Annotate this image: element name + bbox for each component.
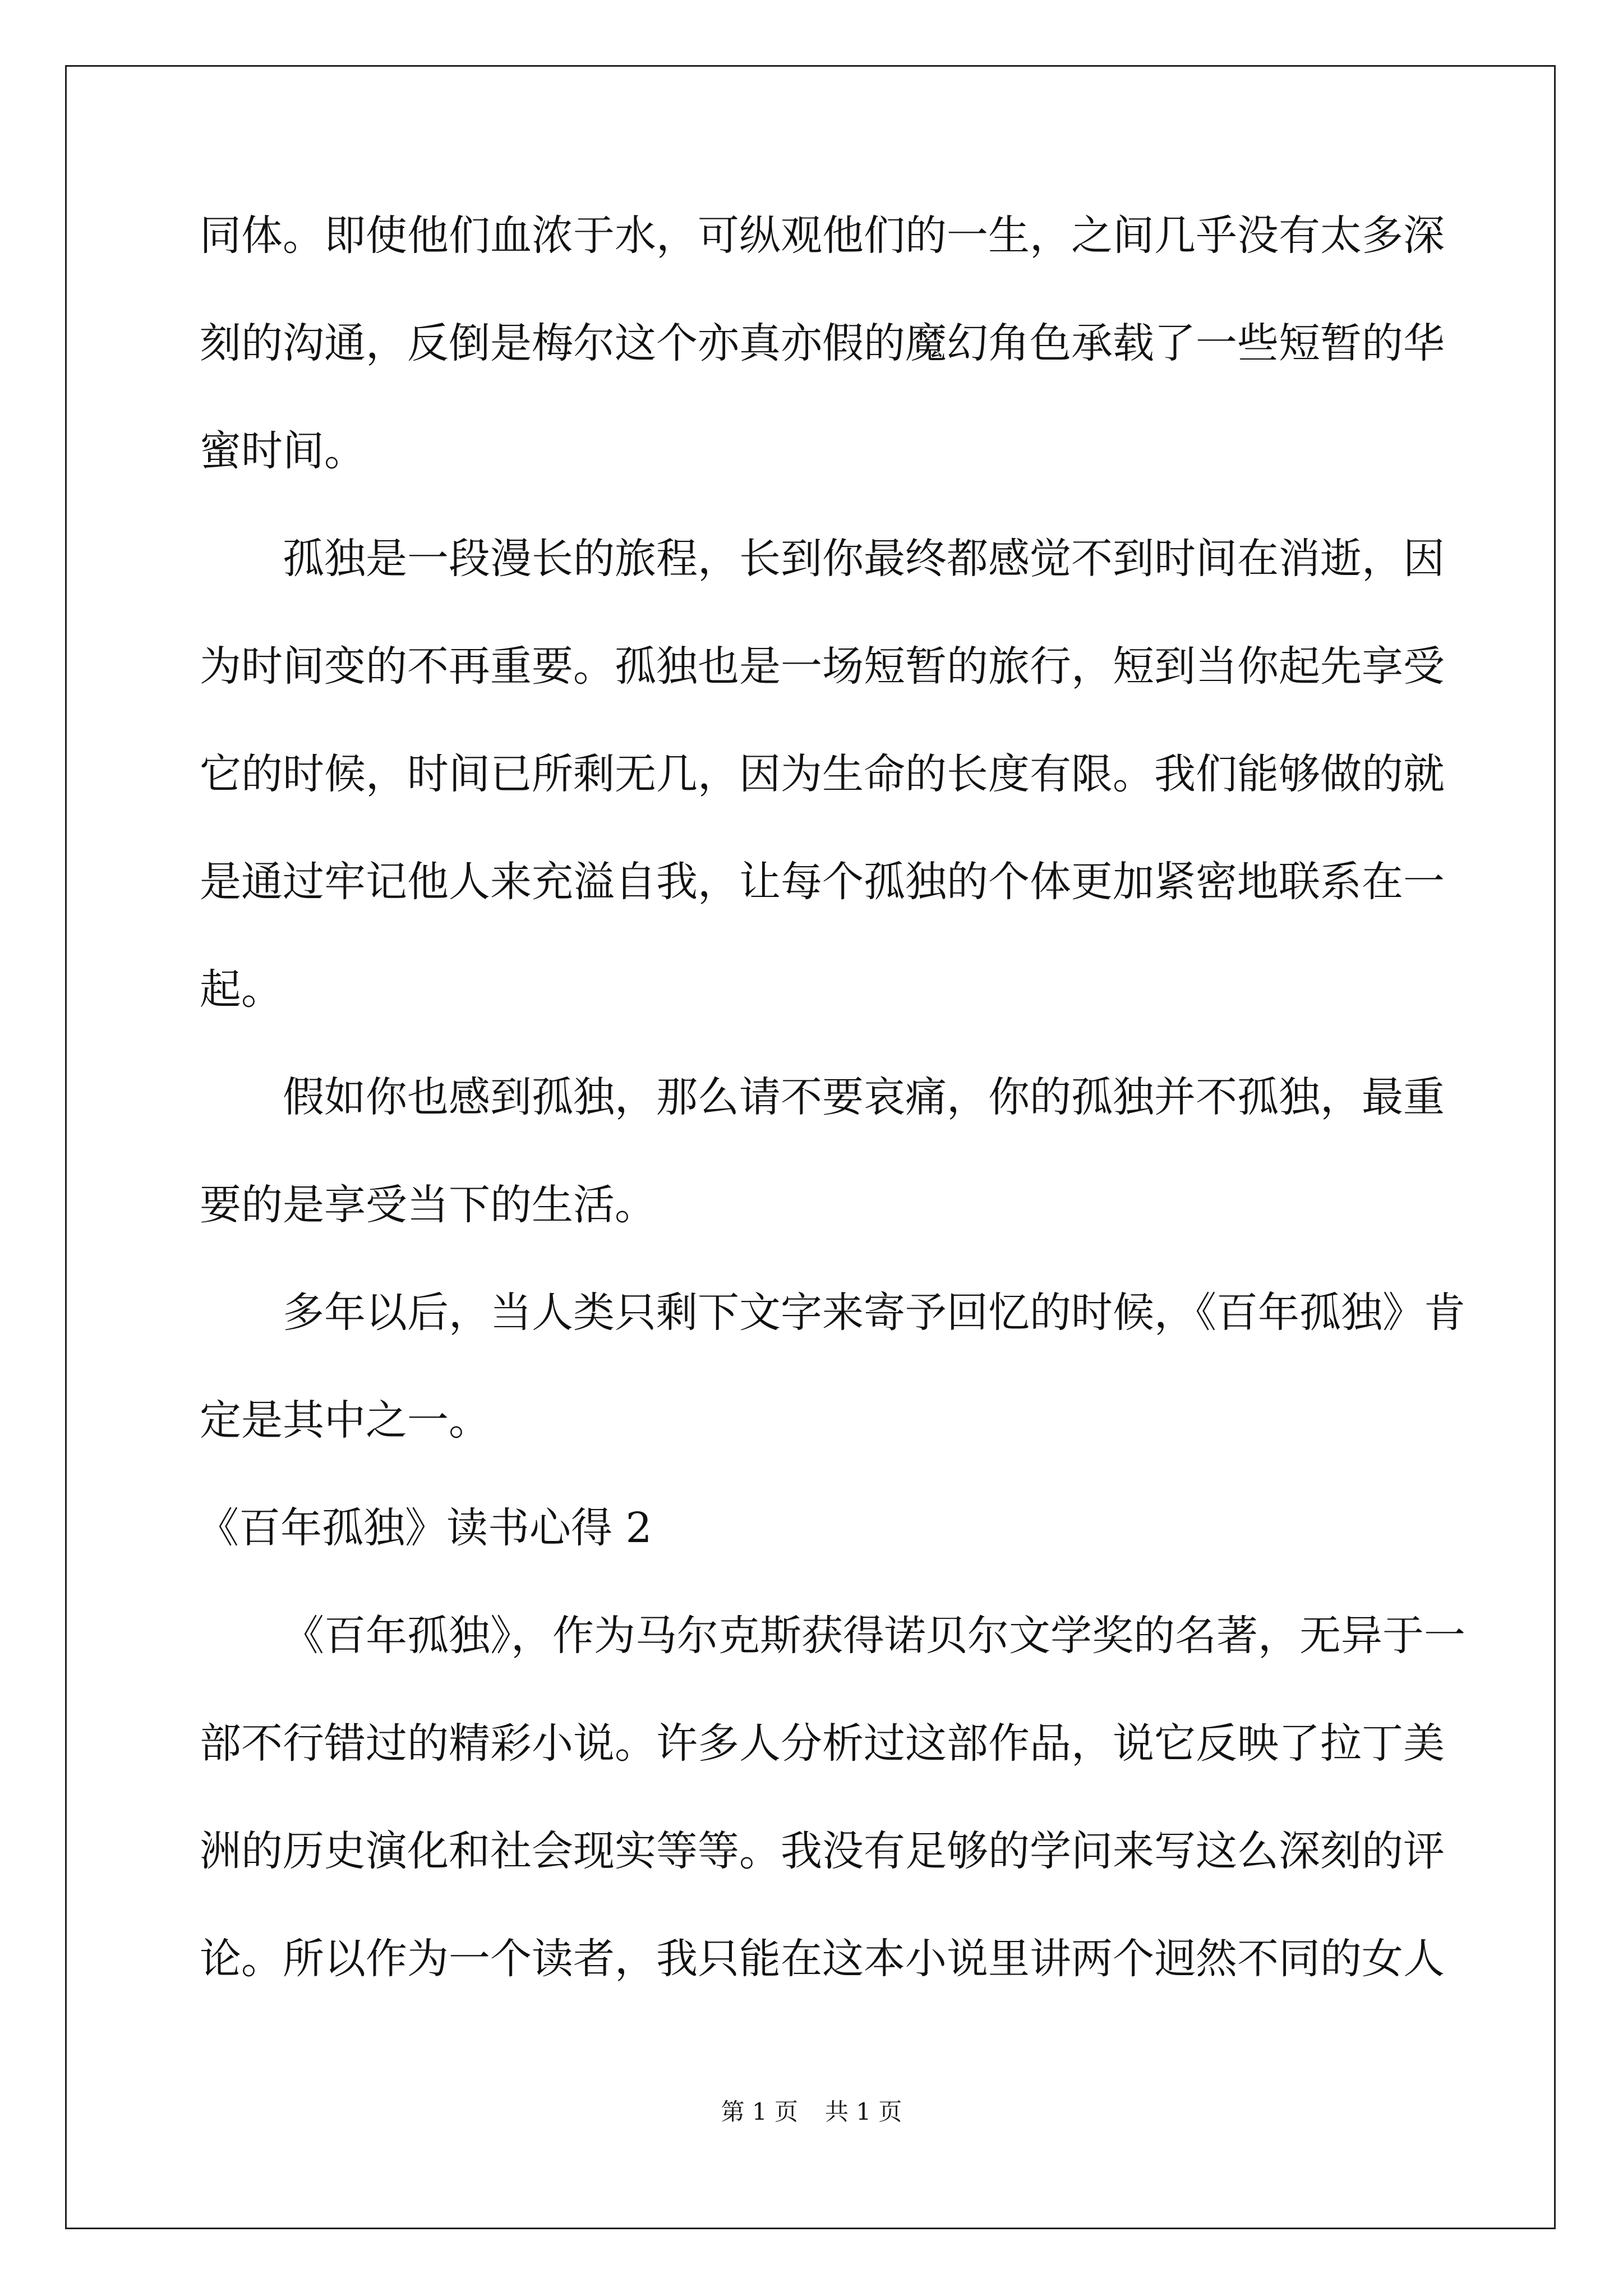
paragraph-line-16: 论。所以作为一个读者，我只能在这本小说里讲两个迥然不同的女人	[200, 1935, 1445, 1983]
paragraph-line-13: 《百年孤独》，作为马尔克斯获得诺贝尔文学奖的名著，无异于一	[283, 1612, 1465, 1660]
paragraph-line-1: 同体。即使他们血浓于水，可纵观他们的一生，之间几乎没有太多深	[200, 211, 1445, 260]
page-border	[65, 65, 1556, 2229]
page-number: 第 1 页	[721, 2098, 798, 2125]
paragraph-line-11: 多年以后，当人类只剩下文字来寄予回忆的时候，《百年孤独》肯	[283, 1289, 1465, 1337]
paragraph-line-6: 它的时候，时间已所剩无几，因为生命的长度有限。我们能够做的就	[200, 750, 1445, 798]
page-total: 共 1 页	[825, 2098, 902, 2125]
paragraph-line-15: 洲的历史演化和社会现实等等。我没有足够的学问来写这么深刻的评	[200, 1827, 1445, 1875]
paragraph-line-5: 为时间变的不再重要。孤独也是一场短暂的旅行，短到当你起先享受	[200, 642, 1445, 691]
paragraph-line-12: 定是其中之一。	[200, 1396, 490, 1444]
page-footer	[0, 2095, 1623, 2129]
paragraph-line-14: 部不行错过的精彩小说。许多人分析过这部作品，说它反映了拉丁美	[200, 1719, 1445, 1768]
paragraph-line-10: 要的是享受当下的生活。	[200, 1181, 656, 1229]
paragraph-line-4: 孤独是一段漫长的旅程，长到你最终都感觉不到时间在消逝，因	[283, 535, 1445, 583]
paragraph-line-3: 蜜时间。	[200, 427, 366, 475]
paragraph-line-7: 是通过牢记他人来充溢自我，让每个孤独的个体更加紧密地联系在一	[200, 858, 1445, 906]
paragraph-line-8: 起。	[200, 965, 283, 1014]
section-heading: 《百年孤独》读书心得 2	[197, 1504, 652, 1552]
paragraph-line-9: 假如你也感到孤独，那么请不要哀痛，你的孤独并不孤独，最重	[283, 1073, 1445, 1121]
paragraph-line-2: 刻的沟通，反倒是梅尔这个亦真亦假的魔幻角色承载了一些短暂的华	[200, 319, 1445, 367]
